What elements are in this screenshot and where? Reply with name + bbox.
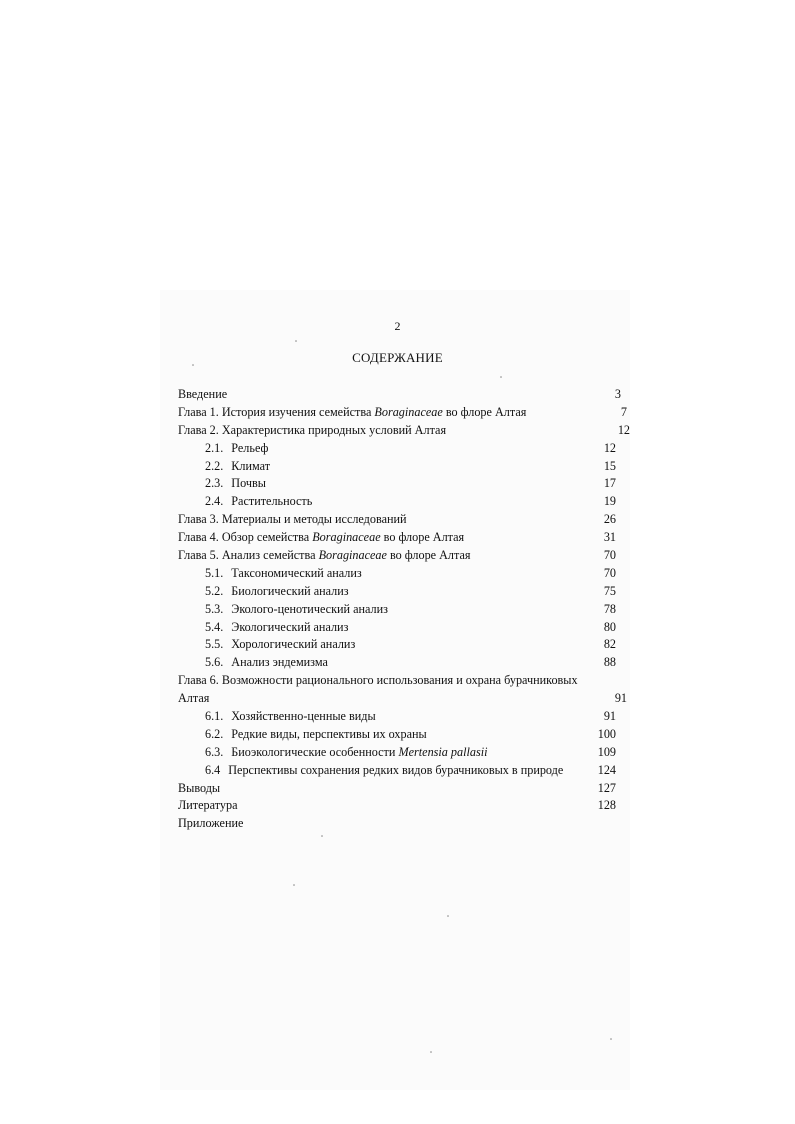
toc-entry-appendix: Приложение <box>178 816 244 831</box>
toc-entry-section-5-6: 5.6. Анализ эндемизма 88 <box>205 655 616 670</box>
scan-speck <box>447 915 449 917</box>
toc-entry-section-5-2: 5.2. Биологический анализ 75 <box>205 583 616 598</box>
toc-entry-chapter-4: Глава 4. Обзор семейства Boraginaceae во флоре Алтая 31 <box>178 530 616 545</box>
toc-entry-section-2-3: 2.3. Почвы 17 <box>205 476 616 491</box>
toc-entry-chapter-1: Глава 1. История изучения семейства Boraginaceae во флоре Алтая 7 <box>178 404 627 419</box>
toc-entry-section-6-3: 6.3. Биоэкологические особенности Mertensia pallasii 109 <box>205 744 616 759</box>
toc-entry-chapter-6-continuation: Алтая 91 <box>178 691 627 706</box>
scan-speck <box>610 1038 612 1040</box>
toc-entry-conclusions: Выводы 127 <box>178 780 616 795</box>
page-number: 2 <box>394 319 401 333</box>
toc-entry-section-2-4: 2.4. Растительность 19 <box>205 494 616 509</box>
scan-speck <box>295 340 297 342</box>
toc-entry-section-2-2: 2.2. Климат 15 <box>205 458 616 473</box>
toc-entry-section-5-4: 5.4. Экологический анализ 80 <box>205 619 616 634</box>
toc-entry-references: Литература 128 <box>178 798 616 813</box>
page-title: СОДЕРЖАНИЕ <box>352 350 443 365</box>
toc-entry-section-6-2: 6.2. Редкие виды, перспективы их охраны 100 <box>205 726 616 741</box>
toc-entry-section-6-1: 6.1. Хозяйственно-ценные виды 91 <box>205 709 616 724</box>
scan-speck <box>500 376 502 378</box>
scan-speck <box>293 884 295 886</box>
toc-entry-section-5-5: 5.5. Хорологический анализ 82 <box>205 637 616 652</box>
toc-entry-chapter-6: Глава 6. Возможности рационального использования и охрана бурачниковых <box>178 673 578 688</box>
toc-entry-chapter-5: Глава 5. Анализ семейства Boraginaceae во флоре Алтая 70 <box>178 548 616 563</box>
scan-speck <box>430 1051 432 1053</box>
toc-entry-section-2-1: 2.1. Рельеф 12 <box>205 440 616 455</box>
toc-entry-chapter-2: Глава 2. Характеристика природных условий Алтая 12 <box>178 422 630 437</box>
scan-speck <box>192 364 194 366</box>
toc-entry-section-5-1: 5.1. Таксономический анализ 70 <box>205 565 616 580</box>
toc-entry-section-6-4: 6.4 Перспективы сохранения редких видов бурачниковых в природе 124 <box>205 762 616 777</box>
toc-entry-introduction: Введение 3 <box>178 387 621 401</box>
table-of-contents <box>178 386 630 833</box>
toc-entry-chapter-3: Глава 3. Материалы и методы исследований 26 <box>178 512 616 527</box>
toc-entry-section-5-3: 5.3. Эколого-ценотический анализ 78 <box>205 601 616 616</box>
scan-speck <box>321 835 323 837</box>
